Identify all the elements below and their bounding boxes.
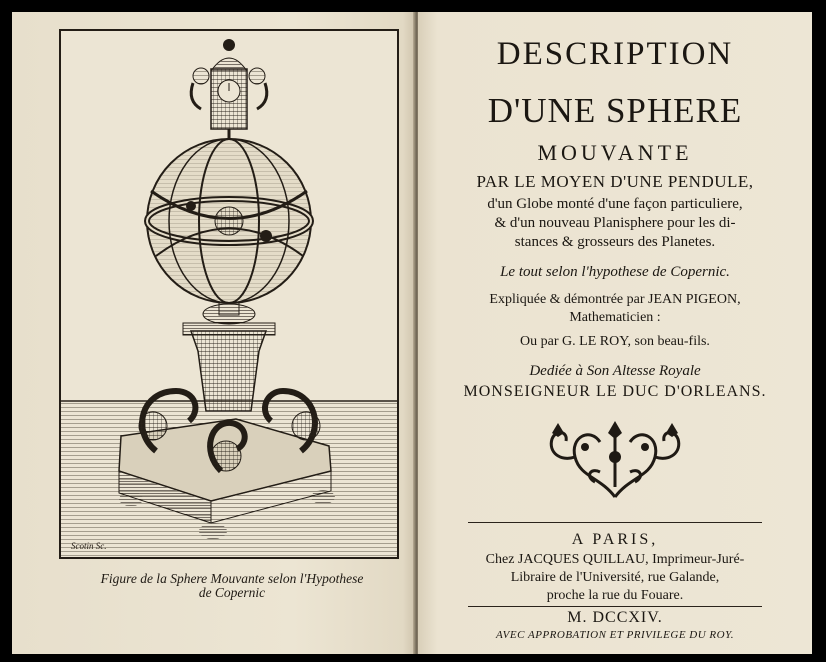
caption-line-2: de Copernic bbox=[198, 585, 266, 600]
left-page bbox=[12, 12, 415, 654]
frontispiece-plate bbox=[59, 29, 399, 559]
subtitle-line-4: stances & grosseurs des Planetes. bbox=[514, 234, 716, 250]
imprint-printer-2: Libraire de l'Université, rue Galande, bbox=[510, 570, 720, 585]
rule-upper bbox=[468, 522, 762, 523]
dedicatee-line: MONSEIGNEUR LE DUC D'ORLEANS. bbox=[463, 383, 767, 400]
printers-ornament bbox=[540, 417, 690, 502]
author-title-line: Mathematicien : bbox=[569, 310, 661, 325]
title-page bbox=[418, 12, 812, 654]
title-line-1: DESCRIPTION bbox=[496, 36, 734, 72]
dedication-line: Dediée à Son Altesse Royale bbox=[529, 363, 701, 379]
caption-line-1: Figure de la Sphere Mouvante selon l'Hypothese bbox=[100, 571, 364, 586]
rule-lower bbox=[468, 606, 762, 607]
imprint-place: A PARIS, bbox=[571, 531, 659, 548]
subtitle-line-2: d'un Globe monté d'une façon particuliere, bbox=[487, 196, 743, 212]
imprint-printer-1: Chez JACQUES QUILLAU, Imprimeur-Juré- bbox=[485, 552, 745, 567]
author-line: Expliquée & démontrée par JEAN PIGEON, bbox=[489, 292, 741, 307]
imprint-printer-3: proche la rue du Fouare. bbox=[546, 588, 684, 603]
co-author-line: Ou par G. LE ROY, son beau-fils. bbox=[520, 334, 710, 349]
hypothesis-line: Le tout selon l'hypothese de Copernic. bbox=[500, 264, 730, 280]
title-line-3: MOUVANTE bbox=[537, 140, 693, 165]
armillary-sphere-engraving bbox=[61, 31, 397, 557]
privilege-line: AVEC APPROBATION ET PRIVILEGE DU ROY. bbox=[496, 629, 734, 641]
subtitle-line-1: PAR LE MOYEN D'UNE PENDULE, bbox=[476, 172, 754, 191]
imprint-year: M. DCCXIV. bbox=[567, 609, 663, 626]
title-line-2: D'UNE SPHERE bbox=[487, 91, 743, 130]
engraver-signature: Scotin Sc. bbox=[71, 541, 107, 551]
book-spread bbox=[12, 12, 812, 654]
subtitle-line-3: & d'un nouveau Planisphere pour les di- bbox=[494, 215, 736, 231]
plate-caption bbox=[52, 572, 412, 600]
